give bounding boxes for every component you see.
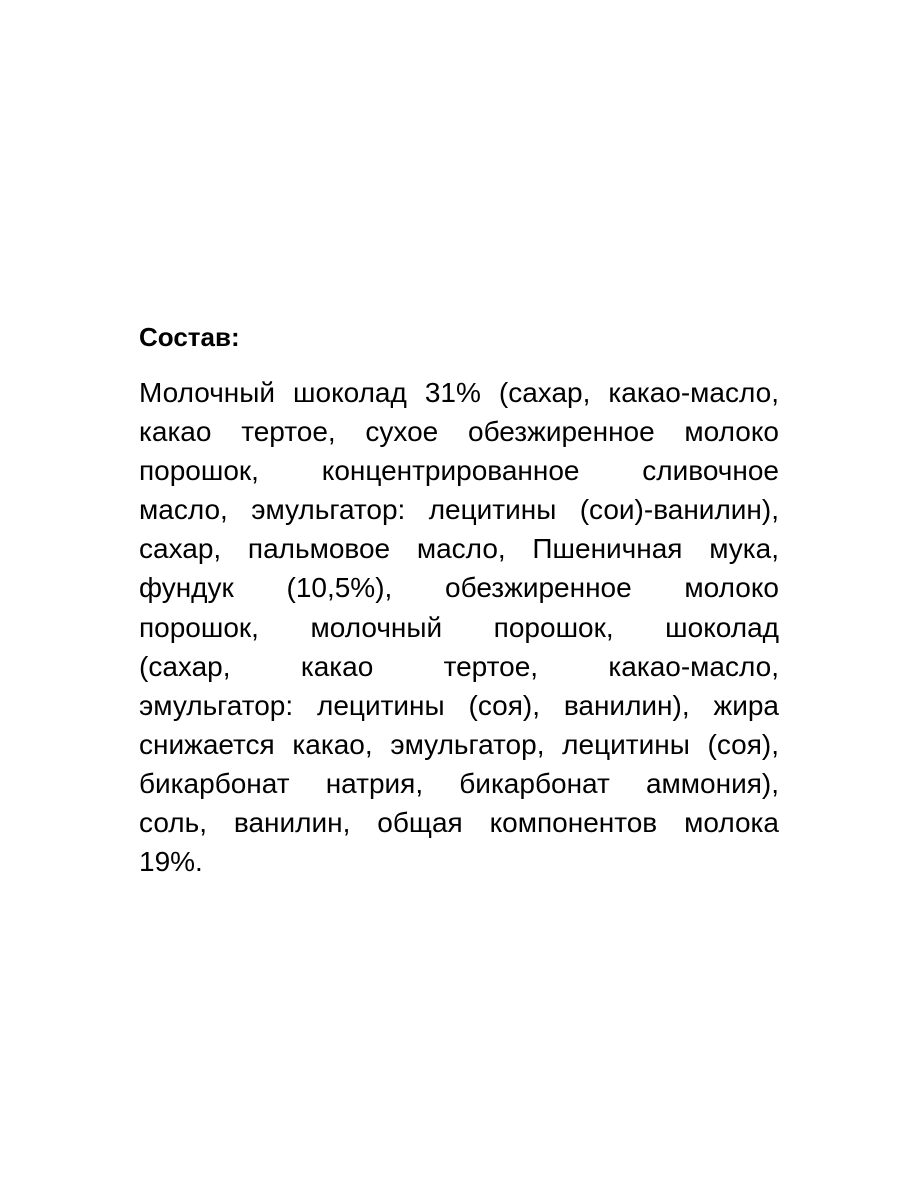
composition-block bbox=[139, 318, 779, 881]
composition-heading: Состав: bbox=[139, 322, 240, 352]
composition-line: эмульгатор: лецитины (соя), ванилин), жира bbox=[139, 689, 779, 721]
composition-line: снижается какао, эмульгатор, лецитины (соя), bbox=[139, 728, 779, 760]
composition-line: фундук (10,5%), обезжиренное молоко bbox=[139, 572, 779, 604]
composition-line: порошок, концентрированное сливочное bbox=[139, 455, 779, 487]
composition-line: 19%. bbox=[139, 846, 203, 878]
composition-line: Молочный шоколад 31% (сахар, какао-масло, bbox=[139, 377, 779, 408]
composition-line: какао тертое, сухое обезжиренное молоко bbox=[139, 416, 779, 448]
composition-text bbox=[139, 373, 779, 881]
composition-line: соль, ванилин, общая компонентов молока bbox=[139, 807, 779, 839]
composition-line: порошок, молочный порошок, шоколад bbox=[139, 611, 779, 643]
composition-line: масло, эмульгатор: лецитины (сои)-ванилин), bbox=[139, 494, 779, 526]
composition-line: (сахар, какао тертое, какао-масло, bbox=[139, 650, 779, 682]
composition-line: сахар, пальмовое масло, Пшеничная мука, bbox=[139, 533, 779, 565]
composition-line: бикарбонат натрия, бикарбонат аммония), bbox=[139, 767, 779, 799]
